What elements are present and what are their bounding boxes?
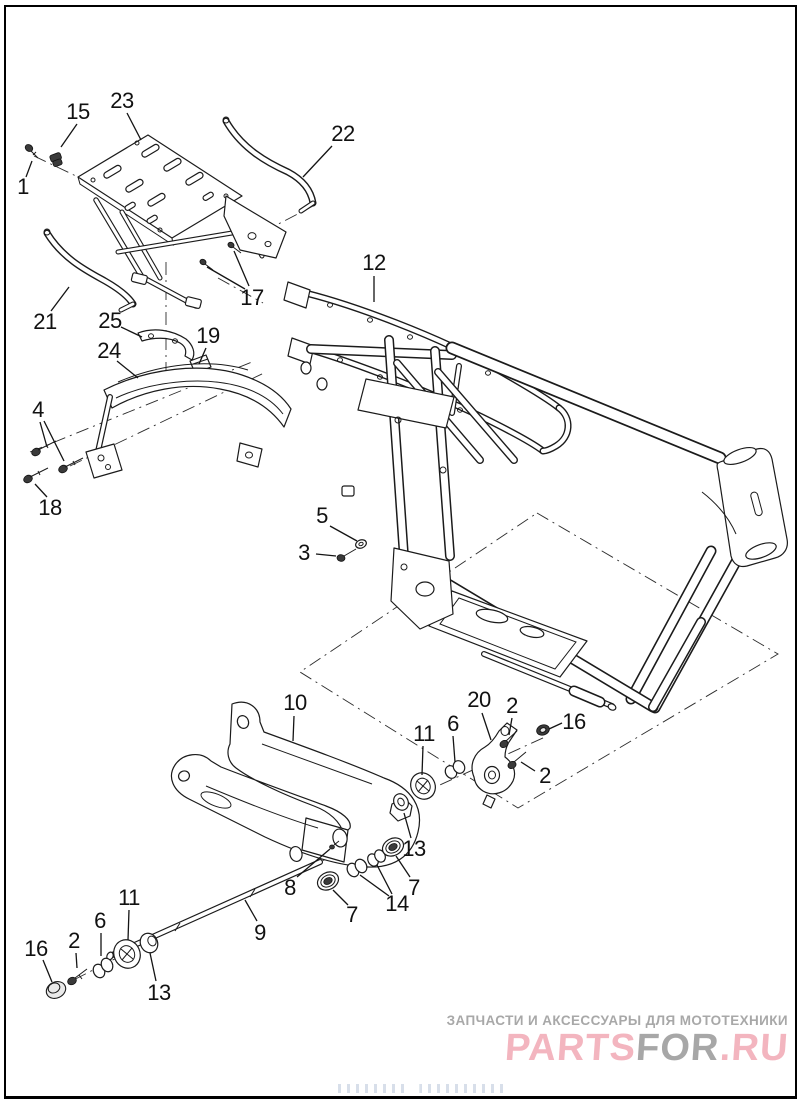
callout-6b: 6 bbox=[94, 908, 106, 933]
callout-13b: 13 bbox=[147, 980, 171, 1005]
pivot-fastener-group bbox=[44, 930, 161, 1001]
callout-8: 8 bbox=[284, 875, 296, 900]
brand-logo-part: PARTS bbox=[503, 1027, 638, 1070]
callout-1: 1 bbox=[17, 174, 29, 199]
callout-12: 12 bbox=[362, 250, 386, 275]
callout-3: 3 bbox=[298, 540, 310, 565]
swingarm-10 bbox=[171, 702, 419, 867]
callout-10: 10 bbox=[283, 690, 307, 715]
brand-logo-part: .RU bbox=[718, 1027, 790, 1070]
callout-23: 23 bbox=[110, 88, 134, 113]
bolts-4-18 bbox=[22, 441, 83, 484]
callout-2c: 2 bbox=[68, 928, 80, 953]
faint-footer-marks bbox=[338, 1084, 503, 1093]
callout-22: 22 bbox=[331, 121, 355, 146]
callout-4: 4 bbox=[32, 397, 44, 422]
callout-11b: 11 bbox=[118, 885, 140, 910]
callout-11a: 11 bbox=[413, 721, 435, 746]
luggage-rack-plate bbox=[78, 135, 242, 245]
callout-5: 5 bbox=[316, 503, 328, 528]
grommet-15 bbox=[49, 152, 62, 167]
fender-support-24 bbox=[86, 364, 291, 478]
rear-subframe-12 bbox=[284, 282, 568, 451]
callout-16a: 16 bbox=[562, 709, 586, 734]
callout-25: 25 bbox=[98, 308, 122, 333]
callout-7b: 7 bbox=[346, 902, 358, 927]
screws-17 bbox=[199, 241, 241, 270]
callout-15: 15 bbox=[66, 99, 90, 124]
callout-21: 21 bbox=[33, 309, 57, 334]
main-frame bbox=[311, 340, 787, 708]
callout-16b: 16 bbox=[24, 936, 48, 961]
callout-7a: 7 bbox=[408, 875, 420, 900]
watermark-tagline: ЗАПЧАСТИ И АКСЕССУАРЫ ДЛЯ МОТОТЕХНИКИ bbox=[446, 1013, 788, 1028]
screw-1 bbox=[24, 143, 38, 158]
callout-6a: 6 bbox=[447, 711, 459, 736]
callout-2a: 2 bbox=[506, 693, 518, 718]
callout-24: 24 bbox=[97, 338, 121, 363]
callout-18: 18 bbox=[38, 495, 62, 520]
callout-20: 20 bbox=[467, 687, 491, 712]
callout-9: 9 bbox=[254, 920, 266, 945]
brand-logo-part: FOR bbox=[634, 1027, 722, 1070]
watermark bbox=[447, 1014, 788, 1069]
callout-13a: 13 bbox=[402, 836, 426, 861]
callout-14: 14 bbox=[385, 891, 409, 916]
callout-19: 19 bbox=[196, 323, 220, 348]
callout-2b: 2 bbox=[539, 763, 551, 788]
brand-logo bbox=[447, 1029, 788, 1069]
callout-17: 17 bbox=[240, 285, 264, 310]
screw-3-washer-5 bbox=[336, 538, 367, 562]
